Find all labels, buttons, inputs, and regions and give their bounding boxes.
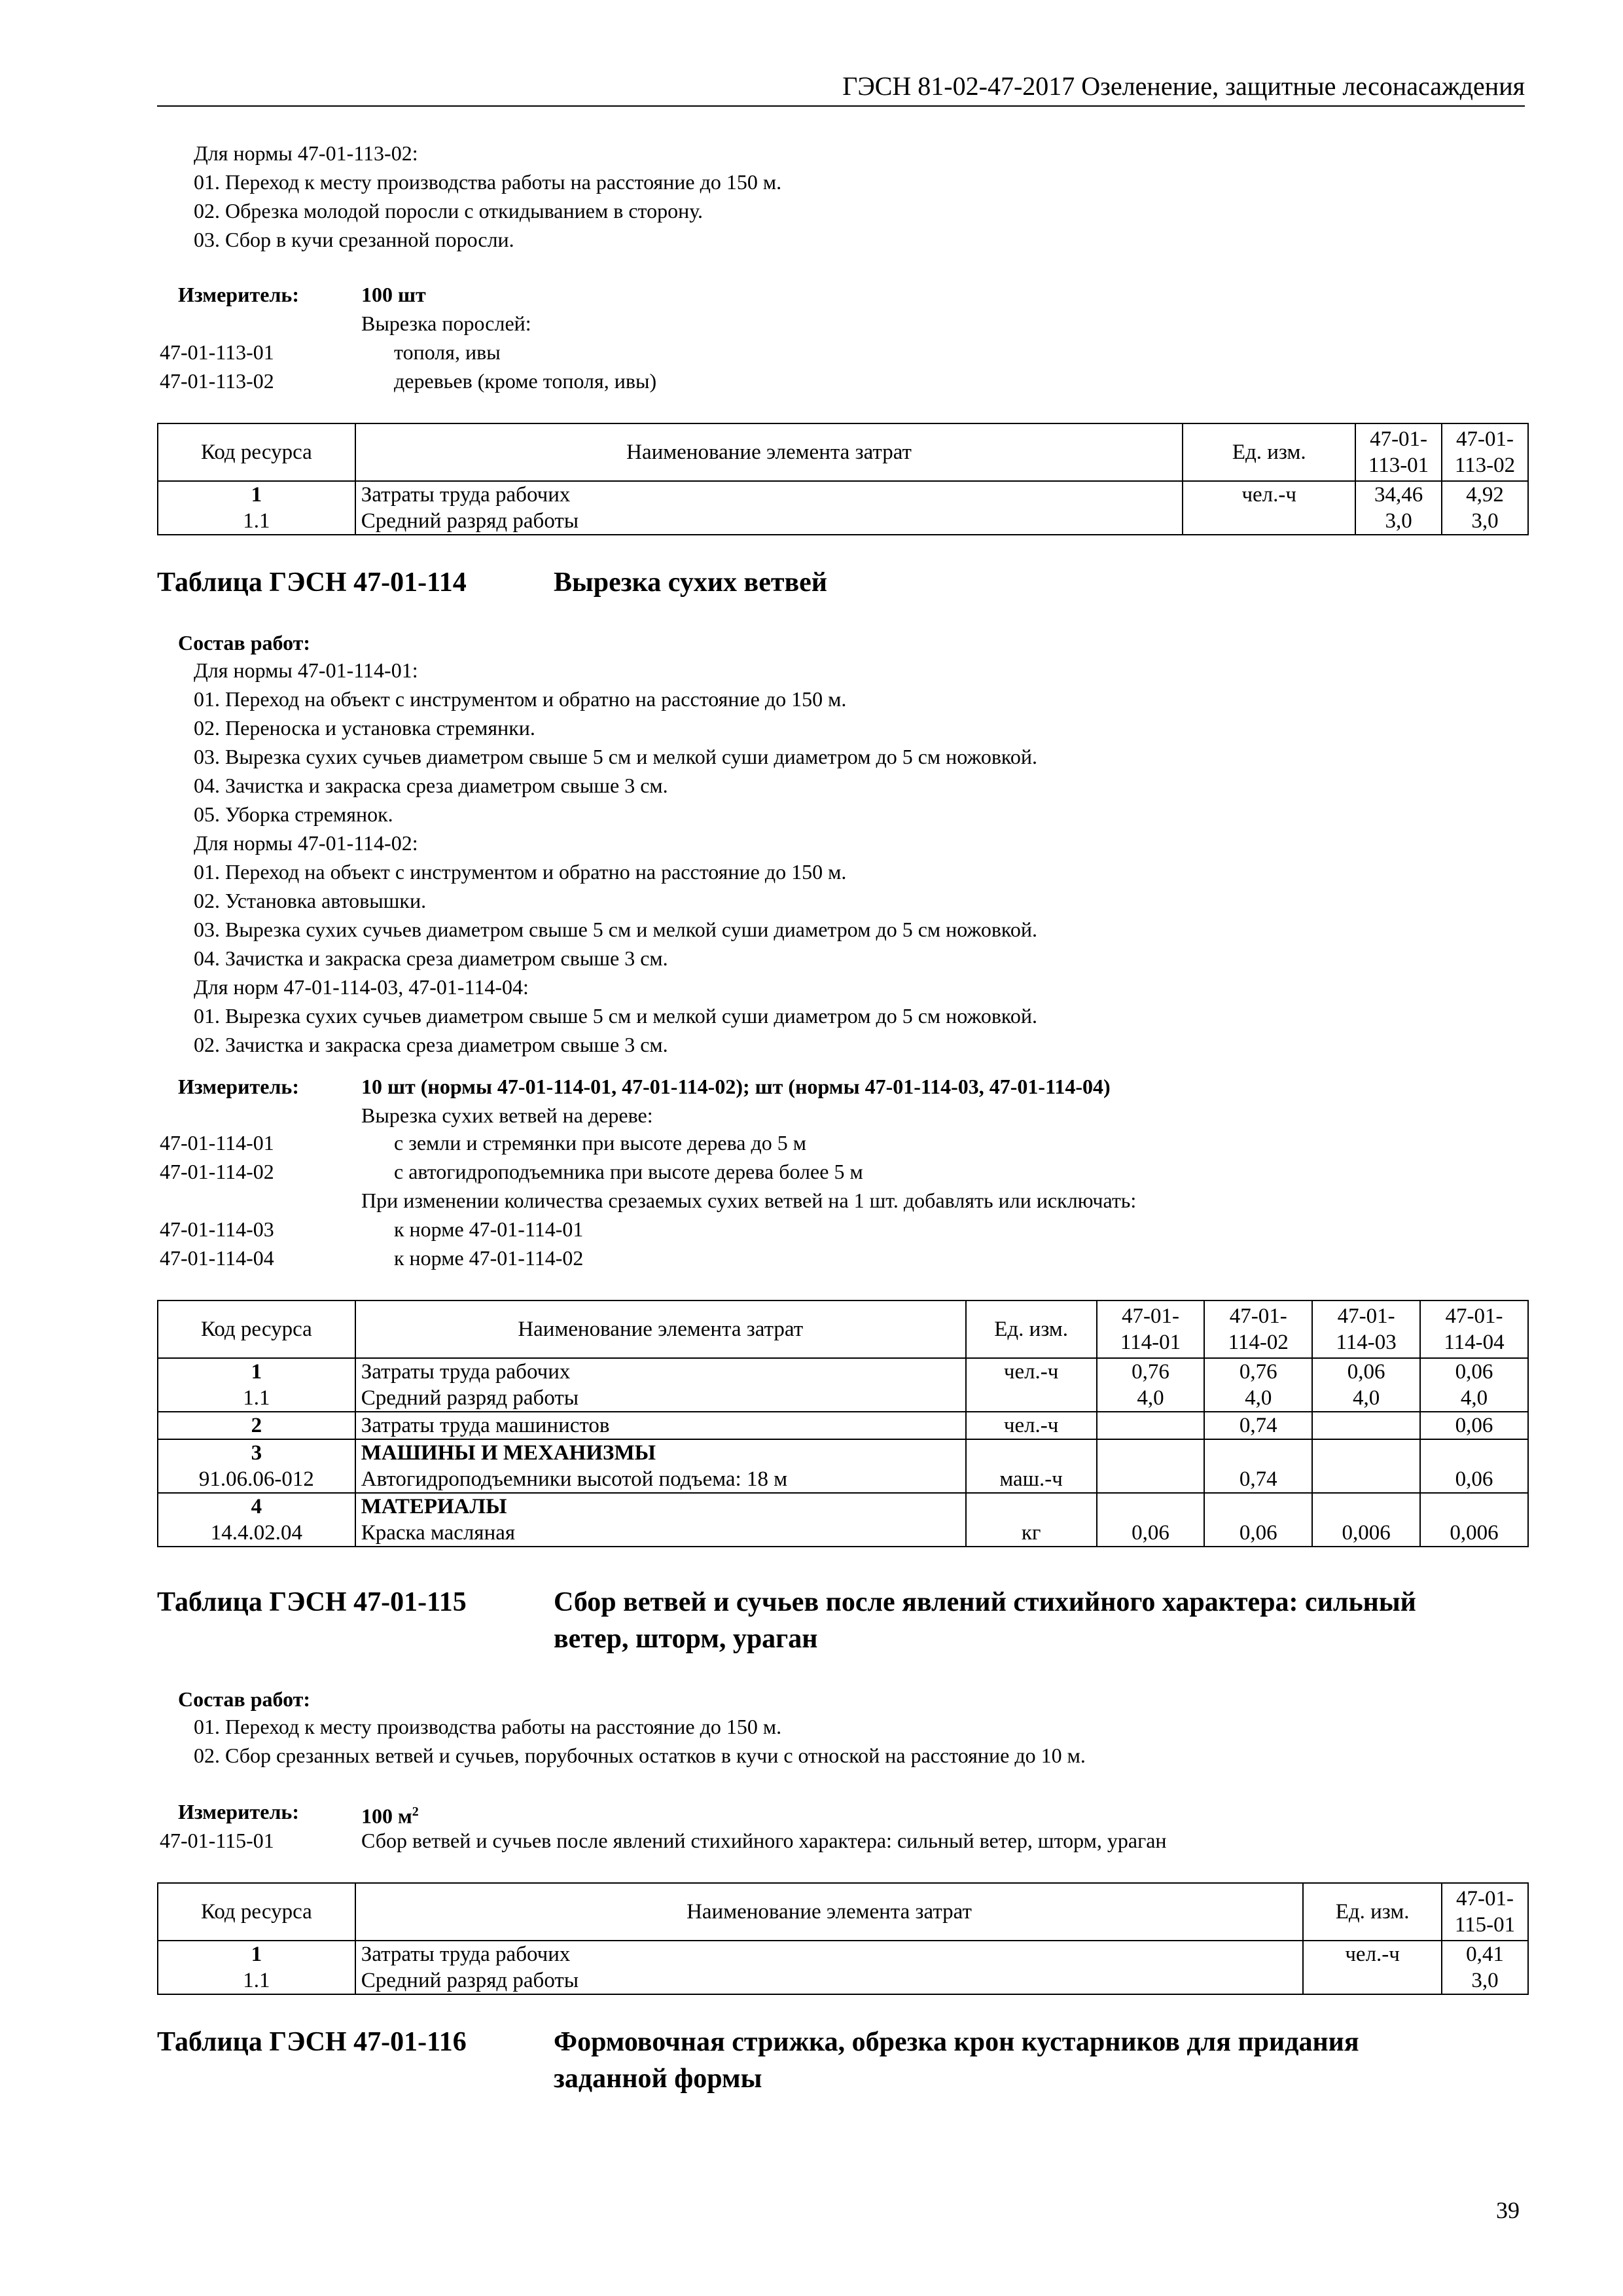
value: 0,006 xyxy=(1420,1520,1528,1547)
norm-code: 47-01-114-01 xyxy=(160,1131,274,1155)
resource-name: Средний разряд работы xyxy=(355,1385,966,1412)
value xyxy=(1312,1493,1420,1520)
composition-line: Для нормы 47-01-114-02: xyxy=(194,831,418,855)
table-row xyxy=(158,1466,1528,1493)
resource-code: 1 xyxy=(158,1941,355,1967)
page-number: 39 xyxy=(1496,2197,1520,2223)
resource-name: Затраты труда рабочих xyxy=(355,1941,1303,1967)
composition-line: 02. Сбор срезанных ветвей и сучьев, порубочных остатков в кучи с отноской на расстояние до 10 м. xyxy=(194,1744,1086,1767)
composition-line: 02. Зачистка и закраска среза диаметром свыше 3 см. xyxy=(194,1033,668,1056)
composition-line: 04. Зачистка и закраска среза диаметром свыше 3 см. xyxy=(194,946,668,970)
unit: чел.-ч xyxy=(966,1412,1097,1439)
column-header: 47-01- 114-01 xyxy=(1097,1300,1205,1358)
value xyxy=(1097,1466,1205,1493)
column-header: Наименование элемента затрат xyxy=(355,423,1183,481)
column-header: 47-01- 113-01 xyxy=(1355,423,1442,481)
column-header: Код ресурса xyxy=(158,423,355,481)
composition-line: Для нормы 47-01-114-01: xyxy=(194,658,418,682)
composition-list xyxy=(194,1712,1086,1770)
value: 0,76 xyxy=(1204,1358,1312,1385)
composition-line: 03. Вырезка сухих сучьев диаметром свыше 5 см и мелкой суши диаметром до 5 см ножовкой. xyxy=(194,918,1037,941)
norm-desc: с автогидроподъемника при высоте дерева более 5 м xyxy=(394,1160,863,1183)
composition-line: 02. Установка автовышки. xyxy=(194,889,427,912)
column-header: 47-01- 115-01 xyxy=(1442,1883,1528,1941)
table-row xyxy=(158,1520,1528,1547)
composition-line: 01. Переход к месту производства работы на расстояние до 150 м. xyxy=(194,170,782,194)
table-row xyxy=(158,1412,1528,1439)
table-row xyxy=(158,1967,1528,1994)
norm-code: 47-01-113-02 xyxy=(160,369,274,393)
resource-code: 14.4.02.04 xyxy=(158,1520,355,1547)
norm-desc: Сбор ветвей и сучьев после явлений стихийного характера: сильный ветер, шторм, ураган xyxy=(361,1829,1167,1852)
composition-line: 03. Вырезка сухих сучьев диаметром свыше 5 см и мелкой суши диаметром до 5 см ножовкой. xyxy=(194,745,1037,768)
column-header: 47-01- 113-02 xyxy=(1442,423,1528,481)
unit: чел.-ч xyxy=(1183,481,1355,508)
norm-desc: с земли и стремянки при высоте дерева до 5 м xyxy=(394,1131,806,1155)
norm-code: 47-01-114-04 xyxy=(160,1246,274,1270)
norm-desc: к норме 47-01-114-02 xyxy=(394,1246,584,1270)
table-title-text: Формовочная стрижка, обрезка крон кустарников для придания заданной формы xyxy=(554,2027,1359,2094)
meter-label: Измеритель: xyxy=(178,283,299,306)
table-title-text: Сбор ветвей и сучьев после явлений стихийного характера: сильный ветер, шторм, ураган xyxy=(554,1587,1416,1654)
unit xyxy=(966,1385,1097,1412)
table-row xyxy=(158,1493,1528,1520)
value: 0,006 xyxy=(1312,1520,1420,1547)
value: 4,0 xyxy=(1097,1385,1205,1412)
resource-name: Затраты труда рабочих xyxy=(355,481,1183,508)
resource-code: 4 xyxy=(158,1493,355,1520)
resource-code: 3 xyxy=(158,1439,355,1466)
value: 4,0 xyxy=(1420,1385,1528,1412)
value: 0,06 xyxy=(1097,1520,1205,1547)
composition-list xyxy=(194,656,1037,1059)
column-header: Наименование элемента затрат xyxy=(355,1300,966,1358)
resource-code: 1 xyxy=(158,1358,355,1385)
composition-label: Состав работ: xyxy=(178,631,311,655)
norm-code: 47-01-114-02 xyxy=(160,1160,274,1183)
composition-line: 04. Зачистка и закраска среза диаметром свыше 3 см. xyxy=(194,774,668,797)
norm-code: 47-01-114-03 xyxy=(160,1217,274,1241)
meter-heading: Вырезка порослей: xyxy=(361,312,531,335)
running-header: ГЭСН 81-02-47-2017 Озеленение, защитные лесонасаждения xyxy=(157,71,1525,107)
resource-code: 2 xyxy=(158,1412,355,1439)
composition-line: Для норм 47-01-114-03, 47-01-114-04: xyxy=(194,975,529,999)
composition-label: Состав работ: xyxy=(178,1687,311,1711)
value xyxy=(1420,1493,1528,1520)
meter-label: Измеритель: xyxy=(178,1800,299,1823)
value xyxy=(1204,1439,1312,1466)
value xyxy=(1204,1493,1312,1520)
resource-name: Средний разряд работы xyxy=(355,1967,1303,1994)
composition-line: 03. Сбор в кучи срезанной поросли. xyxy=(194,228,514,251)
composition-line: 02. Переноска и установка стремянки. xyxy=(194,716,535,740)
norm-113-02-composition xyxy=(194,139,781,254)
value: 34,46 xyxy=(1355,481,1442,508)
table-row xyxy=(158,508,1528,535)
norm-code: 47-01-113-01 xyxy=(160,340,274,364)
value: 4,0 xyxy=(1312,1385,1420,1412)
resource-table-115 xyxy=(157,1882,1529,1995)
column-header: Наименование элемента затрат xyxy=(355,1883,1303,1941)
value xyxy=(1312,1412,1420,1439)
norm-desc: к норме 47-01-114-01 xyxy=(394,1217,584,1241)
resource-name: МАШИНЫ И МЕХАНИЗМЫ xyxy=(355,1439,966,1466)
table-title-code: Таблица ГЭСН 47-01-116 xyxy=(157,2027,467,2057)
meter-value: 100 шт xyxy=(361,283,426,306)
resource-code: 1.1 xyxy=(158,508,355,535)
value: 3,0 xyxy=(1442,1967,1528,1994)
table-row xyxy=(158,481,1528,508)
table-title-text: Вырезка сухих ветвей xyxy=(554,567,828,598)
column-header: 47-01- 114-02 xyxy=(1204,1300,1312,1358)
meter-value: 100 $м^2$ xyxy=(361,1804,419,1828)
column-header: Ед. изм. xyxy=(1183,423,1355,481)
unit: кг xyxy=(966,1520,1097,1547)
meter-heading: Вырезка сухих ветвей на дереве: xyxy=(361,1103,653,1127)
composition-line: 02. Обрезка молодой поросли с откидыванием в сторону. xyxy=(194,199,703,223)
column-header: Ед. изм. xyxy=(1303,1883,1442,1941)
value: 0,74 xyxy=(1204,1466,1312,1493)
norm-desc: деревьев (кроме тополя, ивы) xyxy=(394,369,657,393)
value xyxy=(1097,1439,1205,1466)
column-header: Ед. изм. xyxy=(966,1300,1097,1358)
value: 0,06 xyxy=(1312,1358,1420,1385)
column-header: Код ресурса xyxy=(158,1300,355,1358)
composition-line: 01. Вырезка сухих сучьев диаметром свыше 5 см и мелкой суши диаметром до 5 см ножовкой. xyxy=(194,1004,1037,1028)
meter-heading: При изменении количества срезаемых сухих ветвей на 1 шт. добавлять или исключать: xyxy=(361,1189,1137,1212)
unit: чел.-ч xyxy=(1303,1941,1442,1967)
value xyxy=(1312,1466,1420,1493)
value: 0,76 xyxy=(1097,1358,1205,1385)
value xyxy=(1097,1412,1205,1439)
resource-name: Средний разряд работы xyxy=(355,508,1183,535)
value: 0,06 xyxy=(1204,1520,1312,1547)
resource-code: 1.1 xyxy=(158,1967,355,1994)
column-header: 47-01- 114-04 xyxy=(1420,1300,1528,1358)
value: 0,06 xyxy=(1420,1358,1528,1385)
composition-line: 01. Переход на объект с инструментом и обратно на расстояние до 150 м. xyxy=(194,860,847,884)
table-row xyxy=(158,1439,1528,1466)
unit: чел.-ч xyxy=(966,1358,1097,1385)
column-header: 47-01- 114-03 xyxy=(1312,1300,1420,1358)
resource-table-114 xyxy=(157,1300,1529,1547)
resource-name: Затраты труда машинистов xyxy=(355,1412,966,1439)
composition-line: 01. Переход на объект с инструментом и обратно на расстояние до 150 м. xyxy=(194,687,847,711)
value: 0,06 xyxy=(1420,1412,1528,1439)
table-title-code: Таблица ГЭСН 47-01-115 xyxy=(157,1587,467,1617)
resource-code: 1.1 xyxy=(158,1385,355,1412)
value: 4,0 xyxy=(1204,1385,1312,1412)
unit xyxy=(1303,1967,1442,1994)
value xyxy=(1097,1493,1205,1520)
resource-name: Краска масляная xyxy=(355,1520,966,1547)
unit xyxy=(966,1439,1097,1466)
resource-code: 91.06.06-012 xyxy=(158,1466,355,1493)
value: 3,0 xyxy=(1442,508,1528,535)
table-row xyxy=(158,1358,1528,1385)
norm-code: 47-01-115-01 xyxy=(160,1829,274,1852)
column-header: Код ресурса xyxy=(158,1883,355,1941)
value: 0,41 xyxy=(1442,1941,1528,1967)
value: 0,06 xyxy=(1420,1466,1528,1493)
table-title-code: Таблица ГЭСН 47-01-114 xyxy=(157,567,467,598)
composition-line: Для нормы 47-01-113-02: xyxy=(194,141,418,165)
table-row xyxy=(158,1941,1528,1967)
value xyxy=(1312,1439,1420,1466)
composition-line: 05. Уборка стремянок. xyxy=(194,802,393,826)
resource-name: Затраты труда рабочих xyxy=(355,1358,966,1385)
resource-name: Автогидроподъемники высотой подъема: 18 м xyxy=(355,1466,966,1493)
meter-value: 10 шт (нормы 47-01-114-01, 47-01-114-02); шт (нормы 47-01-114-03, 47-01-114-04) xyxy=(361,1075,1111,1098)
value: 3,0 xyxy=(1355,508,1442,535)
resource-name: МАТЕРИАЛЫ xyxy=(355,1493,966,1520)
value xyxy=(1420,1439,1528,1466)
resource-table-113 xyxy=(157,423,1529,535)
unit: маш.-ч xyxy=(966,1466,1097,1493)
norm-desc: тополя, ивы xyxy=(394,340,501,364)
meter-label: Измеритель: xyxy=(178,1075,299,1098)
value: 4,92 xyxy=(1442,481,1528,508)
table-row xyxy=(158,1385,1528,1412)
value: 0,74 xyxy=(1204,1412,1312,1439)
composition-line: 01. Переход к месту производства работы на расстояние до 150 м. xyxy=(194,1715,782,1738)
unit xyxy=(1183,508,1355,535)
resource-code: 1 xyxy=(158,481,355,508)
unit xyxy=(966,1493,1097,1520)
